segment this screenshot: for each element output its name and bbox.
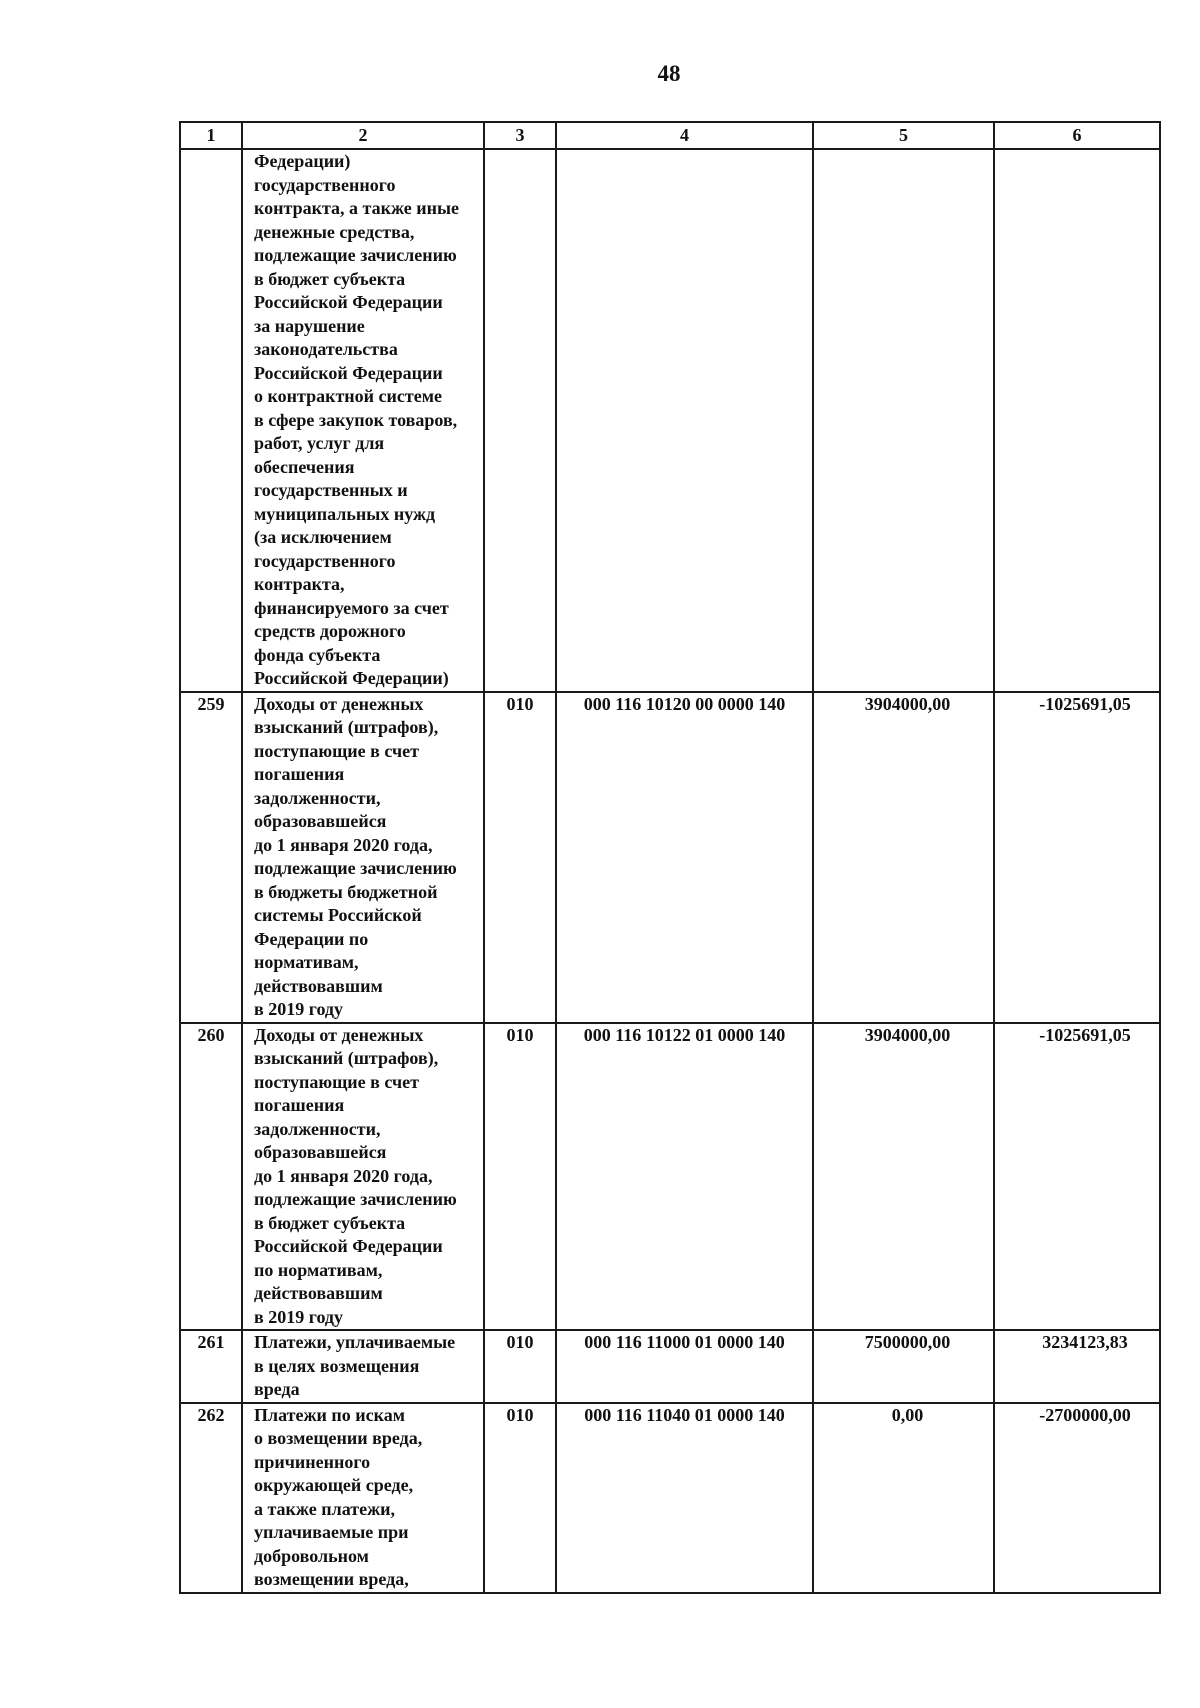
table-row — [180, 1330, 1160, 1403]
budget-table — [179, 121, 1161, 1594]
budget-code-cell: 000 116 11040 01 0000 140 — [556, 1403, 813, 1593]
budget-code-cell: 000 116 10122 01 0000 140 — [556, 1023, 813, 1331]
budget-code-cell: 000 116 11000 01 0000 140 — [556, 1330, 813, 1403]
table-row — [180, 1403, 1160, 1593]
budget-code-cell — [556, 149, 813, 692]
table-header-row — [180, 122, 1160, 149]
description-cell: Платежи по искам о возмещении вреда, причиненного окружающей среде, а также платежи, уплачиваемые при добровольном возмещении вреда, — [242, 1403, 484, 1593]
column-6-value-cell: -2700000,00 — [994, 1403, 1160, 1593]
header-cell-3: 3 — [484, 122, 556, 149]
row-number-cell: 259 — [180, 692, 242, 1023]
column-6-value-cell: -1025691,05 — [994, 1023, 1160, 1331]
row-number-cell — [180, 149, 242, 692]
description-cell: Доходы от денежных взысканий (штрафов), поступающие в счет погашения задолженности, образовавшейся до 1 января 2020 года, подлежащие зачислению в бюджеты бюджетной системы Российской Федерации по нормативам, действовавшим в 2019 году — [242, 692, 484, 1023]
row-number-cell: 260 — [180, 1023, 242, 1331]
column-5-value-cell — [813, 149, 994, 692]
header-cell-1: 1 — [180, 122, 242, 149]
header-cell-6: 6 — [994, 122, 1160, 149]
column-6-value-cell — [994, 149, 1160, 692]
budget-code-cell: 000 116 10120 00 0000 140 — [556, 692, 813, 1023]
description-cell: Федерации) государственного контракта, а также иные денежные средства, подлежащие зачислению в бюджет субъекта Российской Федерации за нарушение законодательства Российской Федерации о контрактной системе в сфере закупок товаров, работ, услуг для обеспечения государственных и муниципальных нужд (за исключением государственного контракта, финансируемого за счет средств дорожного фонда субъекта Российской Федерации) — [242, 149, 484, 692]
column-3-cell: 010 — [484, 692, 556, 1023]
row-number-cell: 262 — [180, 1403, 242, 1593]
column-3-cell: 010 — [484, 1403, 556, 1593]
row-number-cell: 261 — [180, 1330, 242, 1403]
description-cell: Доходы от денежных взысканий (штрафов), поступающие в счет погашения задолженности, образовавшейся до 1 января 2020 года, подлежащие зачислению в бюджет субъекта Российской Федерации по нормативам, действовавшим в 2019 году — [242, 1023, 484, 1331]
column-5-value-cell: 3904000,00 — [813, 1023, 994, 1331]
column-6-value-cell: 3234123,83 — [994, 1330, 1160, 1403]
column-3-cell: 010 — [484, 1330, 556, 1403]
description-cell: Платежи, уплачиваемые в целях возмещения вреда — [242, 1330, 484, 1403]
column-5-value-cell: 7500000,00 — [813, 1330, 994, 1403]
table-row — [180, 692, 1160, 1023]
table-row — [180, 1023, 1160, 1331]
header-cell-2: 2 — [242, 122, 484, 149]
column-3-cell: 010 — [484, 1023, 556, 1331]
column-5-value-cell: 0,00 — [813, 1403, 994, 1593]
column-6-value-cell: -1025691,05 — [994, 692, 1160, 1023]
header-cell-4: 4 — [556, 122, 813, 149]
header-cell-5: 5 — [813, 122, 994, 149]
page-number: 48 — [657, 61, 681, 86]
column-5-value-cell: 3904000,00 — [813, 692, 994, 1023]
table-body — [180, 122, 1160, 1593]
column-3-cell — [484, 149, 556, 692]
table-row — [180, 149, 1160, 692]
